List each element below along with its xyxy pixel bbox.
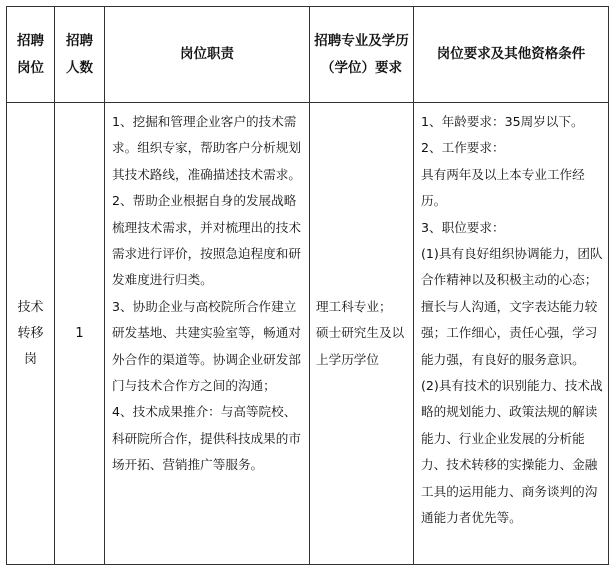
duty-item: 3、协助企业与高校院所合作建立研发基地、共建实验室等，畅通对外合作的渠道等。协调企业研发部门与技术合作方之间的沟通；	[112, 298, 301, 394]
header-headcount	[55, 7, 105, 103]
header-duties-label: 岗位职责	[180, 46, 234, 62]
position-line2: 转移	[17, 325, 44, 341]
recruitment-table	[6, 6, 609, 565]
duty-item: 1、挖掘和管理企业客户的技术需求。组织专家，帮助客户分析规划其技术路线，准确描述技术需求。	[112, 114, 301, 182]
requirement-item: 具有两年及以上本专业工作经历。	[421, 166, 585, 209]
header-major-line2: （学位）要求	[321, 59, 402, 76]
requirement-item: 3、职位要求：	[421, 219, 505, 235]
header-duties	[105, 7, 310, 103]
header-position-line2: 岗位	[17, 59, 44, 76]
table-row	[7, 103, 609, 565]
major-line2: 硕士研究生及以上学历学位	[316, 325, 405, 367]
header-major-line1: 招聘专业及学历	[314, 32, 409, 49]
requirement-item: (1)具有良好组织协调能力，团队合作精神以及积极主动的心态；擅长与人沟通，文字表达能力较强；工作细心，责任心强，学习能力强，有良好的服务意识。	[421, 246, 603, 367]
position-line1: 技术	[17, 299, 44, 315]
cell-requirements	[414, 103, 609, 565]
duty-item: 4、技术成果推介：与高等院校、科研院所合作，提供科技成果的市场开拓、营销推广等服务。	[112, 404, 301, 473]
cell-duties	[105, 103, 310, 565]
header-requirements-label: 岗位要求及其他资格条件	[436, 46, 586, 62]
header-position-line1: 招聘	[17, 32, 44, 49]
requirement-item: (2)具有技术的识别能力、技术战略的规划能力、政策法规的解读能力、行业企业发展的分析能力、技术转移的实操能力、金融工具的运用能力、商务谈判的沟通能力者优先等。	[421, 378, 603, 526]
requirement-item: 1、年龄要求：35周岁以下。	[421, 114, 584, 129]
cell-major	[310, 103, 414, 565]
cell-headcount	[55, 103, 105, 565]
cell-position	[7, 103, 55, 565]
table-header-row	[7, 7, 609, 103]
major-line1: 理工科专业；	[316, 298, 392, 314]
header-headcount-line2: 人数	[66, 59, 93, 76]
header-position	[7, 7, 55, 103]
header-headcount-line1: 招聘	[66, 32, 93, 49]
header-requirements	[414, 7, 609, 103]
position-line3: 岗	[23, 351, 37, 367]
requirement-item: 2、工作要求：	[421, 140, 505, 156]
duty-item: 2、帮助企业根据自身的发展战略梳理技术需求，并对梳理出的技术需求进行评价，按照急迫程度和研发难度进行归类。	[112, 193, 301, 288]
headcount-value: 1	[75, 325, 84, 341]
header-major	[310, 7, 414, 103]
